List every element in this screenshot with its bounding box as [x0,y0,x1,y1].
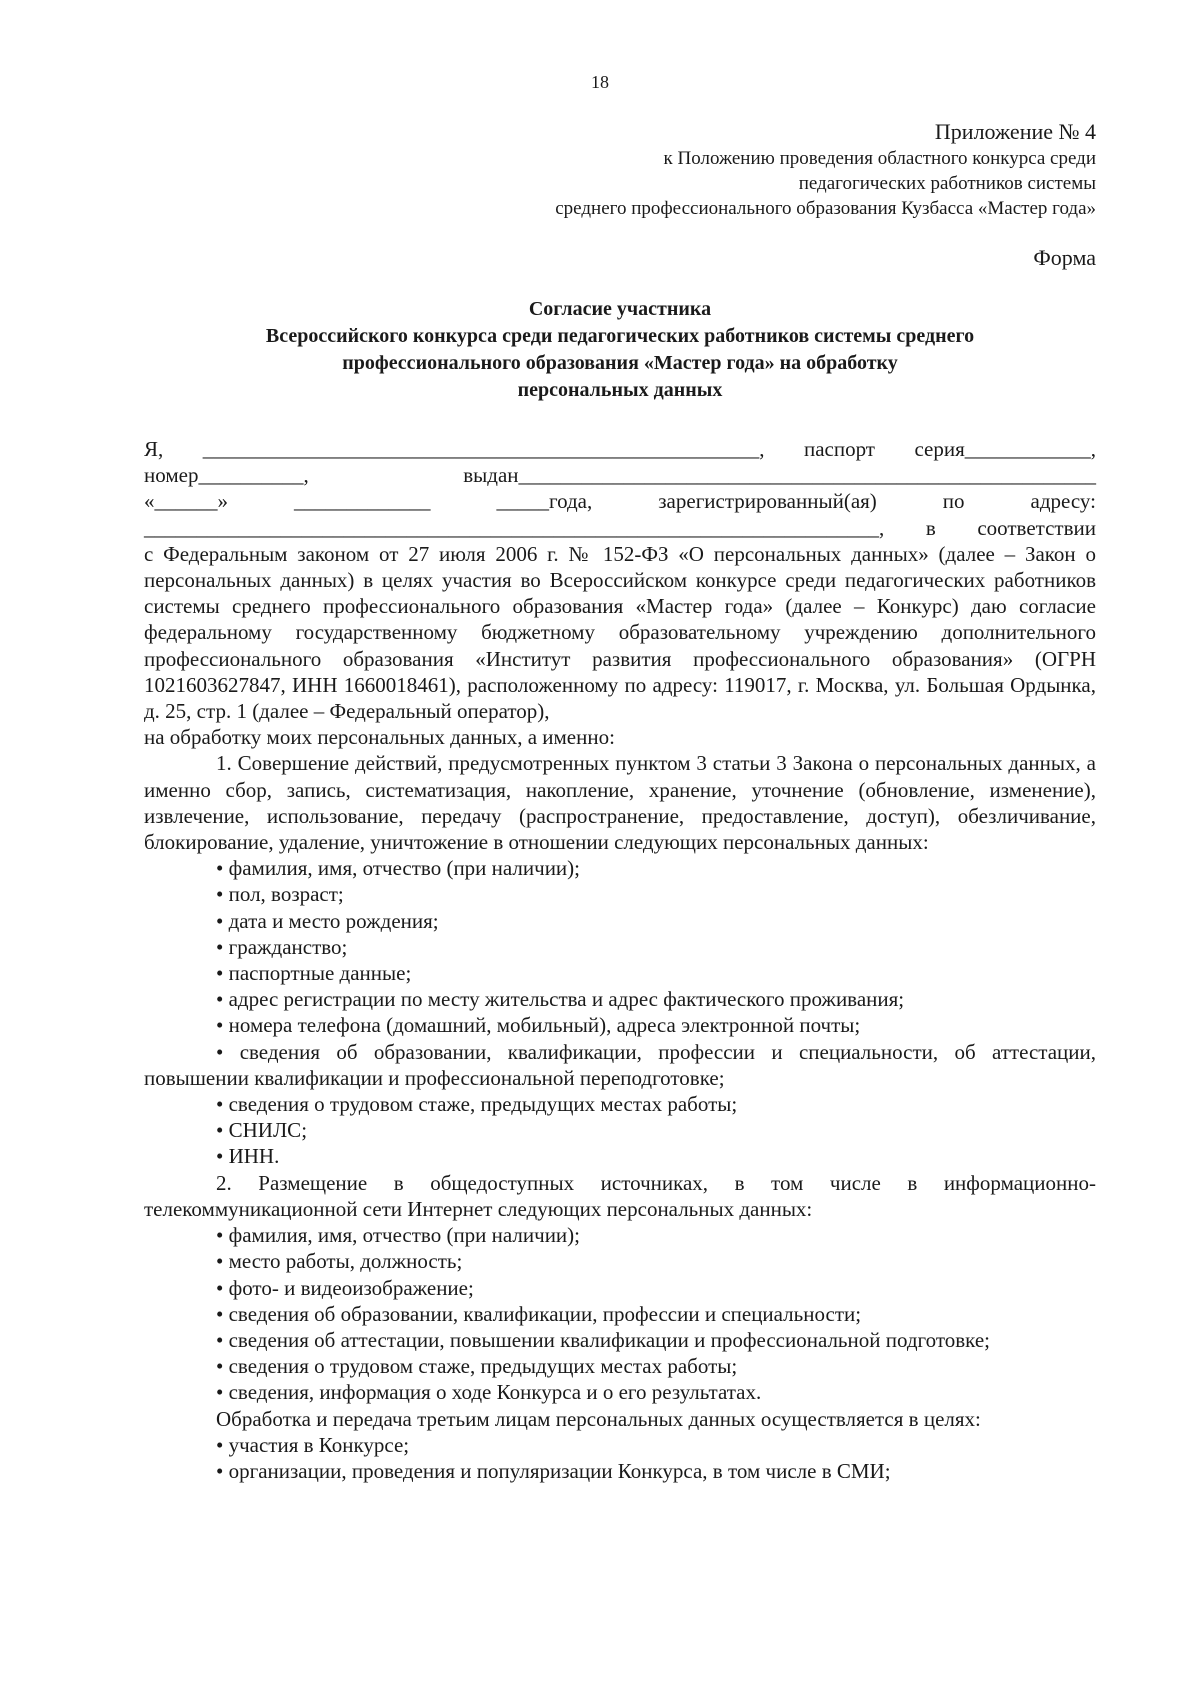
list-item: • сведения о трудовом стаже, предыдущих местах работы; [216,1092,738,1117]
appendix-header [555,118,1096,221]
list-item: • паспортные данные; [216,961,412,986]
form-field-line: ______________________________________________________________________, в соответствии [144,515,1096,540]
list-item: • СНИЛС; [216,1118,308,1143]
list-item: • фото- и видеоизображение; [216,1275,474,1300]
page-number: 18 [591,72,609,92]
form-field-line: Я, _____________________________________________________, паспорт серия____________, [144,437,1096,461]
list-item: • организации, проведения и популяризации Конкурса, в том числе в СМИ; [216,1458,891,1483]
consent-intro: с Федеральным законом от 27 июля 2006 г. № 152-ФЗ «О персональных данных» (далее – Закон о персональных данных) в целях участия во Всероссийском конкурсе среди педагогических работников системы среднего профессионального образования «Мастер года» (далее – Конкурс) даю согласие федеральному государственному бюджетному образовательному учреждению дополнительного профессионального образования «Институт развития профессионального образования» (ОГРН 1021603627847, ИНН 1660018461), расположенному по адресу: 119017, г. Москва, ул. Большая Ордынка, д. 25, стр. 1 (далее – Федеральный оператор), [144,541,1096,724]
list-item: • сведения об образовании, квалификации, профессии и специальности; [216,1301,862,1326]
title-line: профессионального образования «Мастер года» на обработку [342,352,898,374]
appendix-line: к Положению проведения областного конкурса среди [663,148,1096,169]
appendix-title: Приложение № 4 [934,119,1096,144]
list-item: • фамилия, имя, отчество (при наличии); [216,856,580,881]
list-item: • сведения, информация о ходе Конкурса и о его результатах. [216,1380,762,1405]
list-item: • дата и место рождения; [216,908,439,933]
list-item: • сведения об образовании, квалификации, профессии и специальности, об аттестации, повышении квалификации и профессиональной переподготовке; [144,1039,1096,1090]
consent-intro-last: на обработку моих персональных данных, а именно: [144,725,615,750]
document-title [144,296,1096,404]
list-item: • ИНН. [216,1144,280,1169]
list-item: • участия в Конкурсе; [216,1432,410,1457]
title-line: персональных данных [517,379,723,401]
appendix-line: педагогических работников системы [798,173,1096,194]
form-label: Форма [1033,245,1096,270]
section-1-text: 1. Совершение действий, предусмотренных пунктом 3 статьи 3 Закона о персональных данных, а именно сбор, запись, систематизация, накопление, хранение, уточнение (обновление, изменение), извлечение, использование, передачу (распространение, предоставление, доступ), обезличивание, блокирование, удаление, уничтожение в отношении следующих персональных данных: [144,751,1096,855]
document-body [144,436,1096,1484]
list-item: • сведения об аттестации, повышении квалификации и профессиональной подготовке; [216,1327,991,1352]
form-field-line: номер__________, выдан_______________________________________________________ [144,463,1096,488]
list-item: • адрес регистрации по месту жительства и адрес фактического проживания; [216,987,905,1012]
appendix-line: среднего профессионального образования Кузбасса «Мастер года» [555,198,1096,219]
title-line: Всероссийского конкурса среди педагогических работников системы среднего [265,325,975,347]
list-item: • место работы, должность; [216,1249,463,1274]
list-item: • сведения о трудовом стаже, предыдущих местах работы; [216,1354,738,1379]
title-line: Согласие участника [528,298,712,320]
list-item: • пол, возраст; [216,882,344,907]
list-item: • гражданство; [216,934,348,959]
form-field-line: «______» _____________ _____года, зарегистрированный(ая) по адресу: [144,489,1096,514]
list-item: • номера телефона (домашний, мобильный), адреса электронной почты; [216,1013,861,1038]
list-item: • фамилия, имя, отчество (при наличии); [216,1223,580,1248]
section-2-text: 2. Размещение в общедоступных источниках, в том числе в информационно-телекоммуникационной сети Интернет следующих персональных данных: [144,1170,1096,1221]
purposes-text: Обработка и передача третьим лицам персональных данных осуществляется в целях: [216,1406,981,1431]
